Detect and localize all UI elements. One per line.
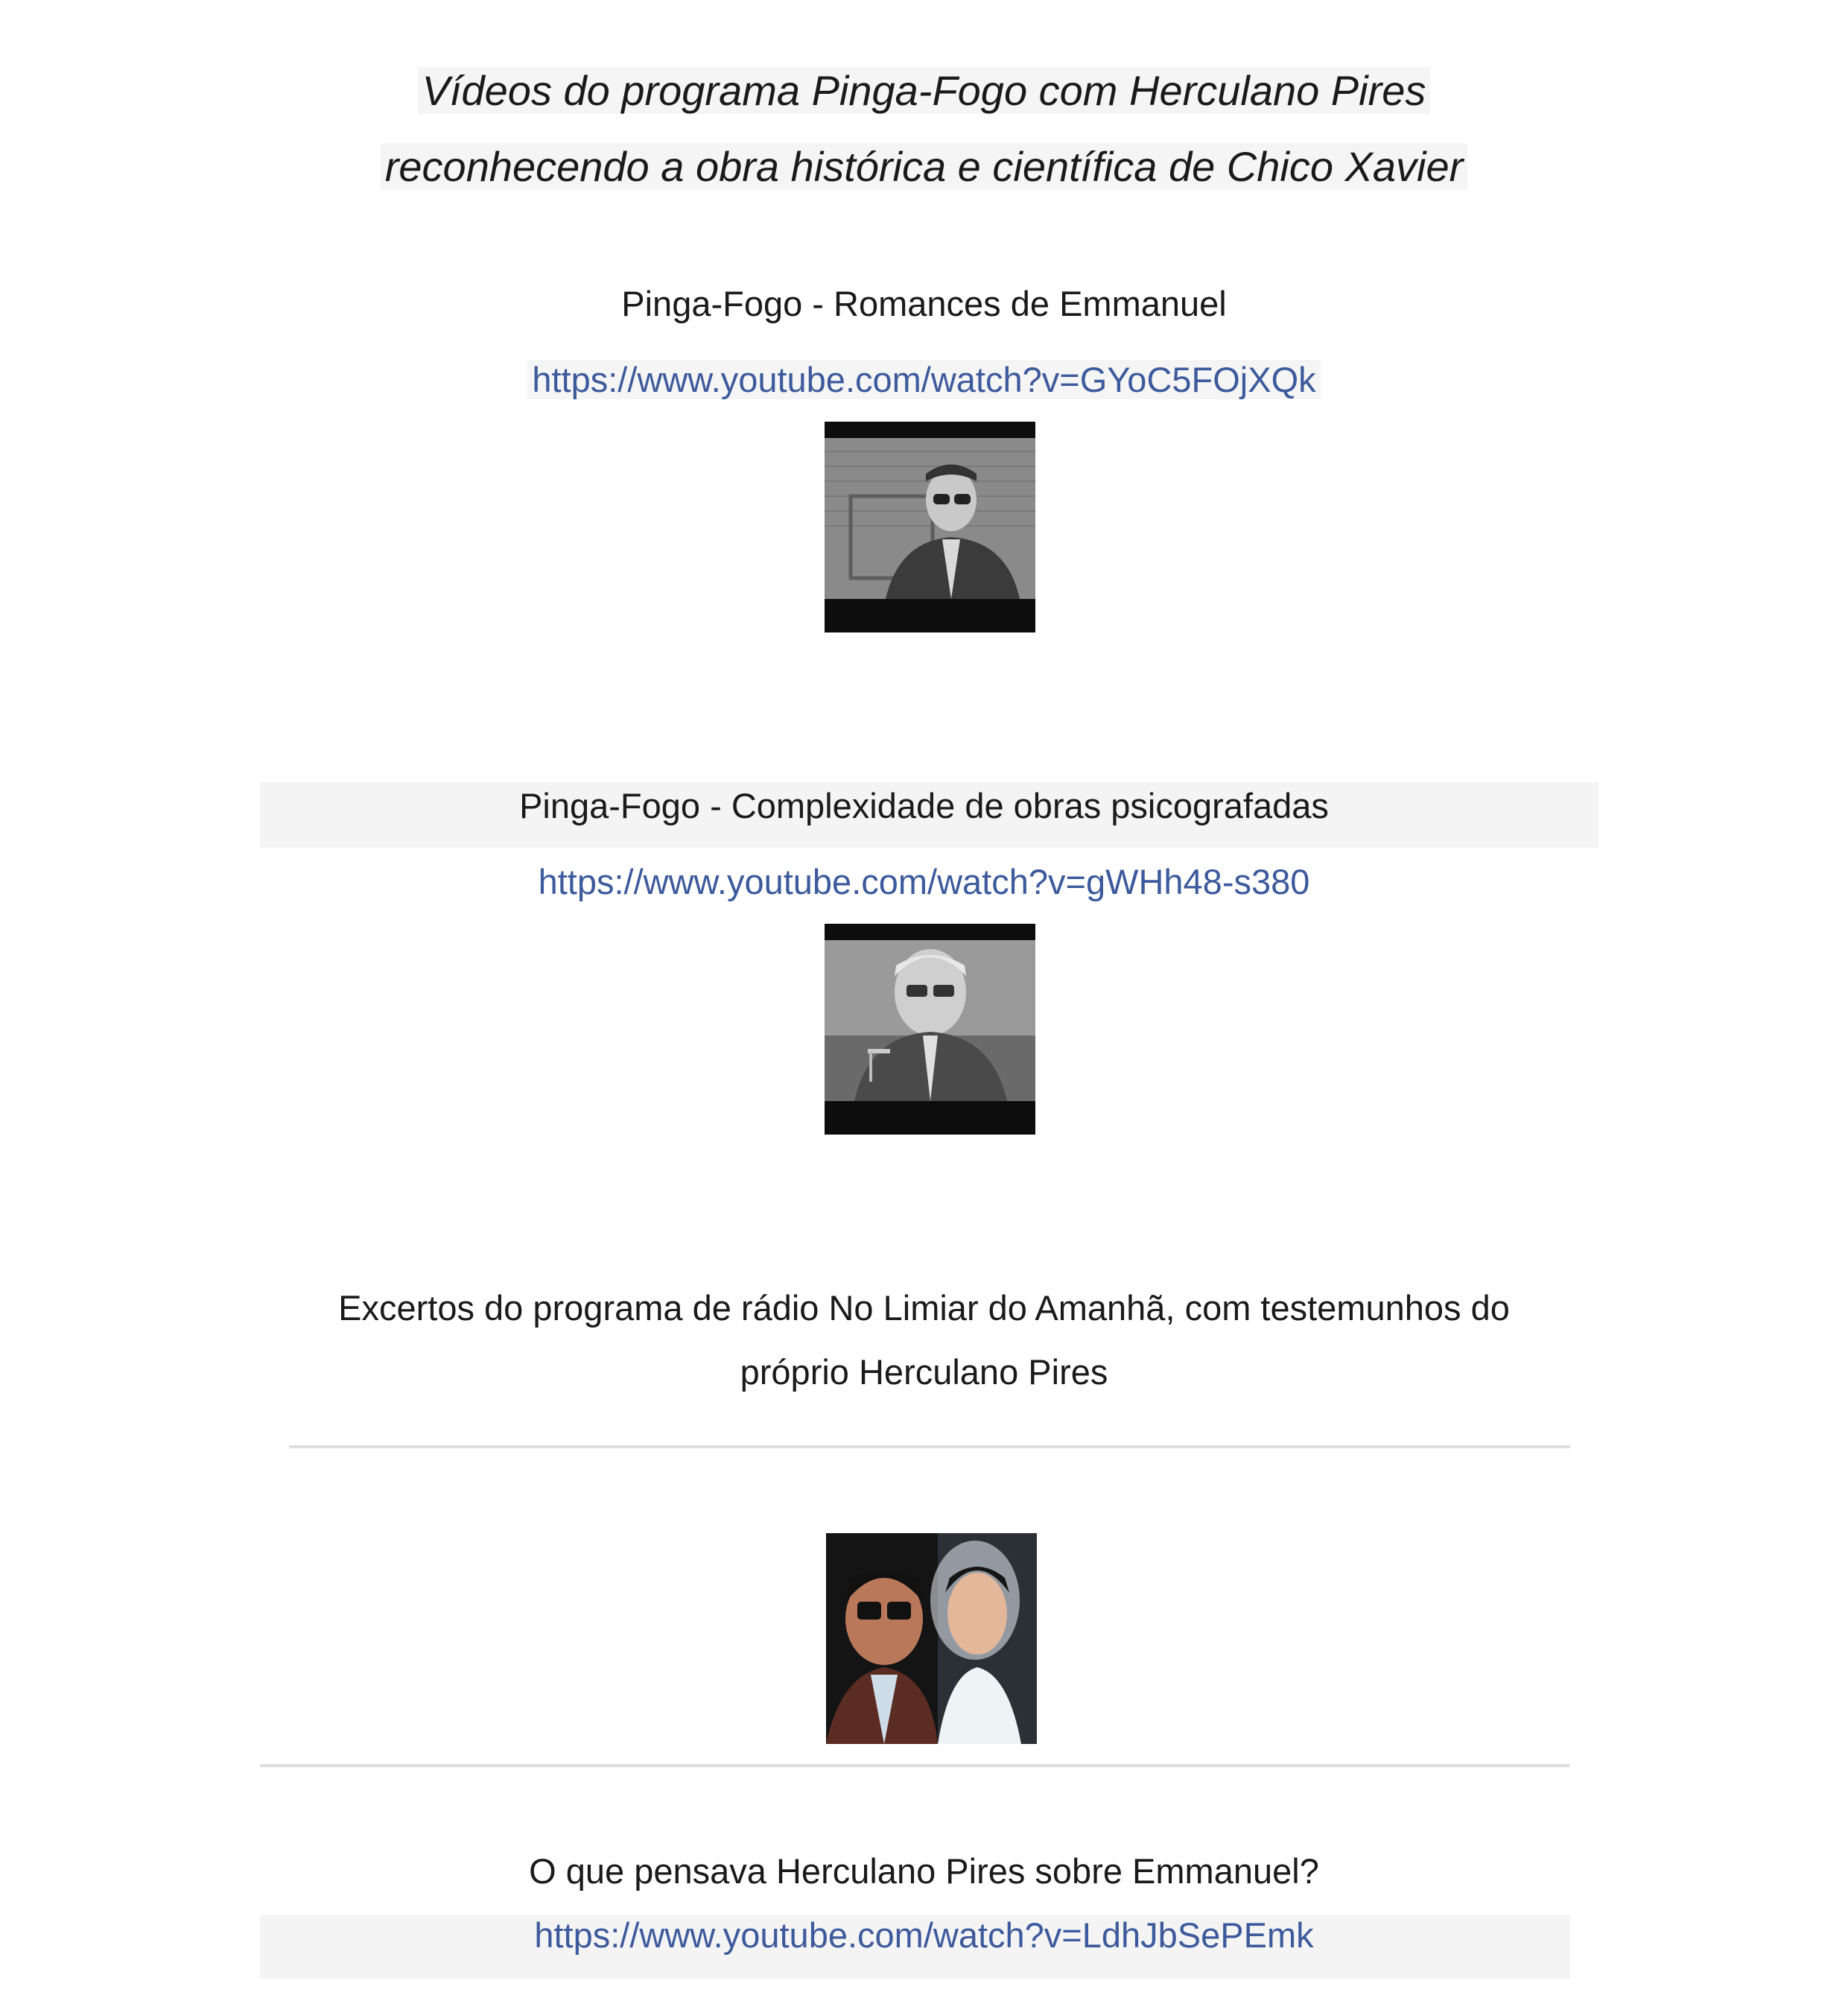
radio-text-line-1: Excertos do programa de rádio No Limiar do Amanhã, com testemunhos do — [338, 1288, 1510, 1328]
radio-text-line-2: próprio Herculano Pires — [740, 1352, 1108, 1392]
video-1-link-row — [0, 358, 1848, 402]
question-link[interactable]: https://www.youtube.com/watch?v=LdhJbSePEmk — [534, 1915, 1314, 1955]
video-1-heading: Pinga-Fogo - Romances de Emmanuel — [621, 284, 1227, 323]
page-title-line-2 — [0, 140, 1848, 194]
question-link-row — [0, 1913, 1848, 1958]
radio-program-image — [826, 1533, 1037, 1744]
page-title-text-1: Vídeos do programa Pinga-Fogo com Herculano Pires — [418, 67, 1431, 114]
video-2-thumbnail[interactable] — [825, 924, 1035, 1135]
question-heading: O que pensava Herculano Pires sobre Emmanuel? — [529, 1851, 1319, 1891]
page-title-text-2: reconhecendo a obra histórica e científica de Chico Xavier — [381, 143, 1468, 190]
divider-top — [289, 1445, 1570, 1448]
video-2-link[interactable]: https://www.youtube.com/watch?v=gWHh48-s380 — [538, 862, 1310, 901]
video-1-thumbnail-image — [825, 422, 1035, 632]
video-2-thumbnail-image — [825, 924, 1035, 1135]
page-title-line-1 — [0, 64, 1848, 118]
radio-program-portrait — [826, 1533, 1037, 1744]
video-2-heading: Pinga-Fogo - Complexidade de obras psicografadas — [519, 786, 1329, 825]
video-2-link-row — [0, 860, 1848, 904]
video-1-thumbnail[interactable] — [825, 422, 1035, 632]
divider-bottom — [260, 1764, 1570, 1767]
video-1-link[interactable]: https://www.youtube.com/watch?v=GYoC5FOjXQk — [527, 360, 1320, 399]
